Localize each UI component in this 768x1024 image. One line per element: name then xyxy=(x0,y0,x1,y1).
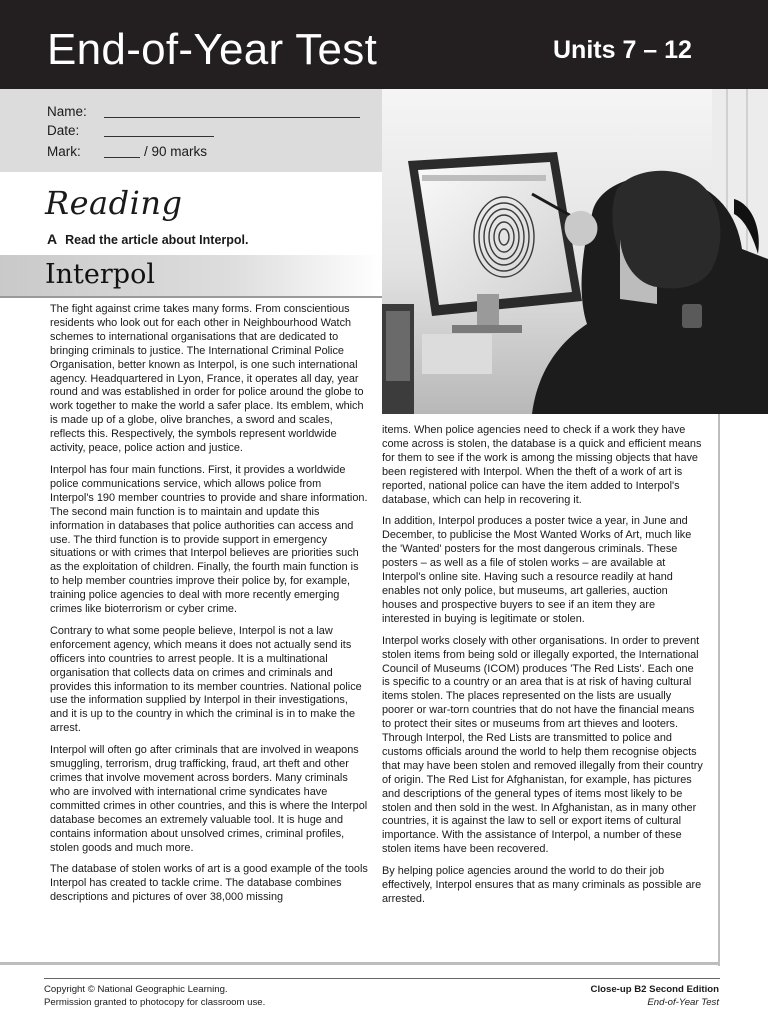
test-title: End-of-Year Test xyxy=(47,25,378,74)
article-frame-right xyxy=(718,414,720,966)
photo-fingerprint-analyst xyxy=(382,89,768,414)
article-column-right xyxy=(382,424,704,915)
article-paragraph: Interpol will often go after criminals that are involved in weapons smuggling, terrorism, drug trafficking, fraud, art theft and other crimes that involve movement across borders. Many criminals who are involved with international crime syndicates have committed crimes in other countries, and this is where the Interpol database becomes an extremely valuable tool. It is huge and contains information about unsolved crimes, criminal profiles, stolen goods and much more. xyxy=(50,744,368,854)
article-paragraph: Contrary to what some people believe, Interpol is not a law enforcement agency, which means it does not actually send its officers into countries to arrest people. It is a multinational organisation that collects data on crimes and criminals and provides this information to its member countries. National police use the information supplied by Interpol in their investigations, and it is up to the country in which the criminal is in to make the arrest. xyxy=(50,624,362,735)
name-field-line xyxy=(104,117,360,118)
footer-edition xyxy=(591,983,719,1009)
article-paragraph: The database of stolen works of art is a good example of the tools Interpol has created to tackle crime. The database combines descriptions and pictures of over 38,000 missing xyxy=(50,863,368,904)
article-title-underline xyxy=(0,296,382,298)
section-title: Reading xyxy=(45,184,183,222)
instruction-letter: A xyxy=(47,231,58,247)
units-label: Units 7 – 12 xyxy=(553,36,692,64)
article-paragraph: Interpol has four main functions. First, it provides a worldwide police communications service, which allows police from Interpol's 190 member countries to provide and share information. The second main function is to maintain and update this information in databases that police authorities can access and use. The third function is to provide support in emergency situations or with crimes that Interpol believes are priorities such as the exploitation of children. Finally, the fourth main function is to help member countries improve their police by, for example, training police agencies to deal with more recently emerging crimes like bioterrorism or cyber crime. xyxy=(50,463,368,616)
page-header xyxy=(0,0,768,89)
instruction-text: Read the article about Interpol. xyxy=(65,233,249,247)
date-field-line xyxy=(104,136,214,137)
permission-text: Permission granted to photocopy for classroom use. xyxy=(44,997,266,1008)
footer-copyright xyxy=(44,983,265,1009)
edition-text: Close-up B2 Second Edition xyxy=(590,984,719,995)
article-frame-bottom xyxy=(0,962,720,965)
footer-divider xyxy=(44,978,720,979)
date-label: Date: xyxy=(47,123,80,138)
mark-field-line xyxy=(104,157,140,158)
article-paragraph: The fight against crime takes many forms. From conscientious residents who look out for each other in Neighbourhood Watch schemes to international organisations that are dedicated to bringing criminals to justice. The International Criminal Police Organisation, better known as Interpol, is one such international agency. Headquartered in Lyon, France, it operates all day, year round and was established in order for police around the globe to work together to make the world a safer place. Its emblem, which is made up of a globe, olive branches, a sword and scales, reflects this. Respectively, the symbols represent worldwide activity, peace, police action and justice. xyxy=(50,303,364,455)
article-column-left xyxy=(50,303,368,913)
student-info-box xyxy=(0,89,382,172)
name-label: Name: xyxy=(47,104,87,119)
article-paragraph: Interpol works closely with other organisations. In order to prevent stolen items from being sold or illegally exported, the International Council of Museums (ICOM) produces 'The Red Lists'. Each one is specific to a country or an area that is at risk of having cultural items stolen. The places represented on the lists are usually poorer or war-torn countries that do not have the financial means to protect their sites or museums from art thieves and looters. Through Interpol, the Red Lists are transmitted to police and customs officials around the world to help them recognise objects that may have been stolen and removed illegally from their country of origin. The Red List for Afghanistan, for example, has pictures and descriptions of the general types of items most likely to be stolen and then sold in the west. In Afghanistan, as in many other countries, it is against the law to sell or export items of cultural importance. With the assistance of Interpol, a number of these stolen items have been recovered. xyxy=(382,634,703,856)
instruction xyxy=(47,231,249,247)
mark-label: Mark: xyxy=(47,144,81,159)
article-paragraph: In addition, Interpol produces a poster twice a year, in June and December, to publicise the Most Wanted Works of Art, much like the 'Wanted' posters for the most dangerous criminals. These posters – as well as a file of stolen works – are available at Interpol's online site. Having such a resource readily at hand enables not only police, but museums, art galleries, auction houses and prospective buyers to see if an item they are interested in buying is legitimate or stolen. xyxy=(382,515,692,625)
fingerprint-analyst-illustration xyxy=(382,89,768,414)
test-name-text: End-of-Year Test xyxy=(647,997,719,1008)
mark-total: / 90 marks xyxy=(144,144,208,159)
copyright-text: Copyright © National Geographic Learning. xyxy=(44,984,228,995)
article-paragraph: By helping police agencies around the world to do their job effectively, Interpol ensures that as many criminals as possible are arrested. xyxy=(382,865,702,905)
article-paragraph: items. When police agencies need to check if a work they have come across is stolen, the database is a quick and efficient means for them to see if the work is among the missing objects that have been registered with Interpol. When the theft of a work of art is reported, national police can have the item added to Interpol's database, which can help in recovering it. xyxy=(382,424,702,506)
article-title: Interpol xyxy=(45,259,155,290)
